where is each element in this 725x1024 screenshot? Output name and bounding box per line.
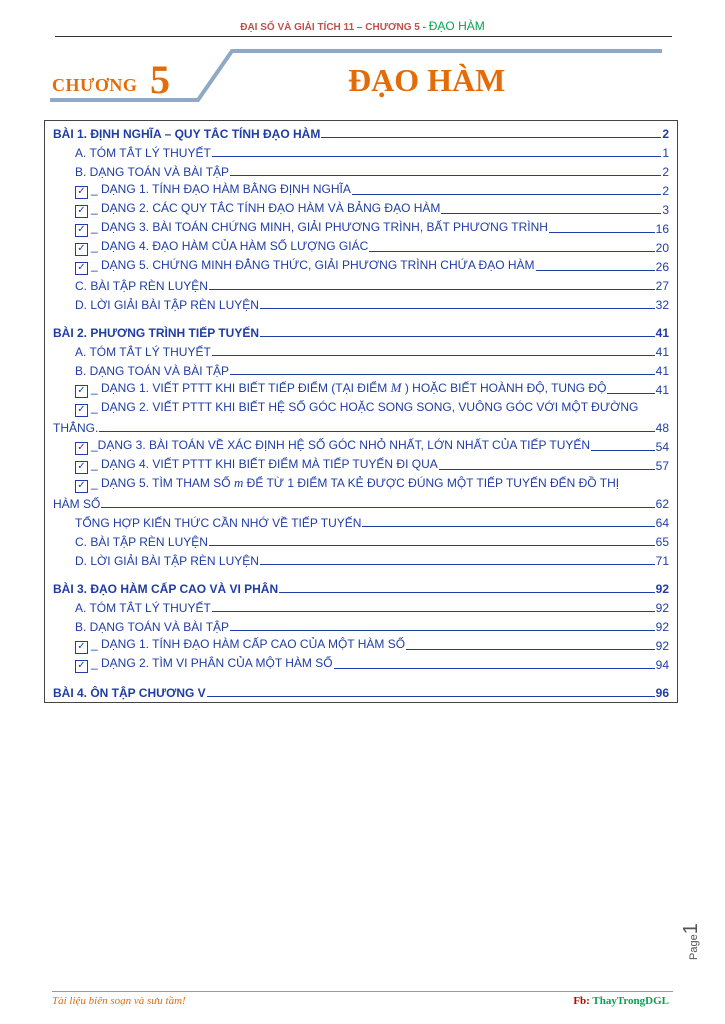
toc-entry-text: _ DẠNG 2. CÁC QUY TẮC TÍNH ĐẠO HÀM VÀ BẢNG ĐẠO HÀM	[91, 201, 441, 215]
toc-entry-text: B. DẠNG TOÁN VÀ BÀI TẬP	[75, 364, 230, 378]
toc-entry[interactable]	[75, 635, 669, 653]
toc-entry-text: _ DẠNG 2. TÌM VI PHÂN CỦA MỘT HÀM SỐ	[91, 656, 333, 670]
toc-page-number: 41	[655, 345, 669, 359]
chapter-label: CHƯƠNG	[52, 75, 138, 95]
toc-entry-label	[53, 686, 206, 700]
toc-page-number: 92	[655, 601, 669, 615]
toc-entry-label	[75, 201, 440, 217]
toc-entry-label	[75, 400, 638, 416]
toc-page-number: 64	[655, 516, 669, 530]
toc-entry-label	[75, 601, 211, 615]
checkbox-icon: ✓	[75, 442, 88, 455]
toc-entry[interactable]	[75, 161, 669, 179]
toc-entry[interactable]	[75, 654, 669, 672]
checkbox-icon: ✓	[75, 660, 88, 673]
math-variable: m	[233, 475, 244, 490]
page-number	[680, 920, 720, 960]
toc-page-number: 71	[655, 554, 669, 568]
toc-entry[interactable]	[75, 275, 669, 293]
dot-leader	[439, 469, 655, 470]
toc-page-number: 54	[655, 440, 669, 454]
toc-entry[interactable]	[75, 512, 669, 530]
toc-page-number: 2	[662, 127, 669, 141]
toc-entry[interactable]	[75, 379, 669, 397]
dot-leader	[334, 668, 655, 669]
toc-entry[interactable]	[75, 398, 669, 416]
toc-page-number: 16	[655, 222, 669, 236]
dot-leader	[406, 649, 655, 650]
toc-entry-text: _ DẠNG 1. VIẾT PTTT KHI BIẾT TIẾP ĐIỂM (TẠI ĐIỂM	[91, 381, 388, 395]
toc-entry-continuation[interactable]	[53, 417, 669, 435]
checkbox-icon: ✓	[75, 186, 88, 199]
toc-page-number: 48	[655, 421, 669, 435]
dot-leader	[212, 156, 662, 157]
toc-entry-label	[75, 258, 535, 274]
toc-entry-label	[75, 364, 229, 378]
toc-entry-text: _ DẠNG 1. TÍNH ĐẠO HÀM BẰNG ĐỊNH NGHĨA	[91, 182, 351, 196]
math-variable: M	[390, 380, 402, 395]
toc-entry-text: BÀI 1. ĐỊNH NGHĨA – QUY TẮC TÍNH ĐẠO HÀM	[53, 127, 321, 141]
toc-entry-text: _ DẠNG 2. VIẾT PTTT KHI BIẾT HỆ SỐ GÓC HOẶC SONG SONG, VUÔNG GÓC VỚI MỘT ĐƯỜNG	[91, 400, 639, 414]
toc-entry[interactable]	[75, 616, 669, 634]
page-number-prefix: Page	[688, 934, 700, 960]
toc-entry-text: TỔNG HỢP KIẾN THỨC CẦN NHỚ VỀ TIẾP TUYẾN	[75, 516, 362, 530]
toc-entry[interactable]	[75, 199, 669, 217]
toc-page-number: 92	[655, 582, 669, 596]
dot-leader	[99, 431, 654, 432]
toc-page-number: 41	[655, 364, 669, 378]
checkbox-icon: ✓	[75, 480, 88, 493]
dot-leader	[441, 213, 661, 214]
toc-entry[interactable]	[75, 218, 669, 236]
toc-entry[interactable]	[75, 360, 669, 378]
checkbox-icon: ✓	[75, 461, 88, 474]
toc-entry-label	[75, 165, 229, 179]
toc-page-number: 41	[655, 383, 669, 397]
checkbox-icon: ✓	[75, 243, 88, 256]
toc-entry-label	[75, 279, 208, 293]
toc-page-number: 3	[662, 203, 669, 217]
dot-leader	[260, 336, 655, 337]
dot-leader	[230, 175, 661, 176]
dot-leader	[536, 270, 655, 271]
toc-entry-label: THẲNG.	[53, 421, 99, 435]
toc-entry-label	[75, 298, 259, 312]
toc-entry-label	[53, 582, 278, 596]
dot-leader	[212, 611, 655, 612]
toc-entry-text: BÀI 3. ĐẠO HÀM CẤP CAO VÀ VI PHÂN	[53, 582, 279, 596]
toc-entry-label	[75, 457, 438, 473]
toc-entry-text: B. DẠNG TOÁN VÀ BÀI TẬP	[75, 165, 230, 179]
header-rule	[55, 36, 672, 37]
toc-entry[interactable]	[75, 455, 669, 473]
toc-entry-label	[75, 637, 405, 653]
toc-entry-label	[75, 554, 259, 568]
toc-entry-label	[75, 220, 548, 236]
toc-entry[interactable]	[75, 180, 669, 198]
toc-entry-text: _ DẠNG 4. VIẾT PTTT KHI BIẾT ĐIỂM MÀ TIẾP TUYẾN ĐI QUA	[91, 457, 438, 471]
toc-entry-label	[75, 380, 606, 397]
toc-entry-text: BÀI 4. ÔN TẬP CHƯƠNG V	[53, 686, 206, 700]
dot-leader	[209, 289, 655, 290]
toc-page-number: 92	[655, 639, 669, 653]
toc-entry[interactable]	[75, 550, 669, 568]
toc-entry-text: A. TÓM TẮT LÝ THUYẾT	[75, 601, 211, 615]
toc-page-number: 20	[655, 241, 669, 255]
chapter-number: 5	[150, 57, 170, 102]
footer-fb-name: ThayTrongDGL	[592, 995, 669, 1007]
chapter-title: ĐẠO HÀM	[348, 62, 506, 98]
checkbox-icon: ✓	[75, 262, 88, 275]
dot-leader	[209, 545, 655, 546]
dot-leader	[607, 393, 654, 394]
toc-entry-text: D. LỜI GIẢI BÀI TẬP RÈN LUYỆN	[75, 554, 259, 568]
table-of-contents	[44, 120, 678, 703]
toc-entry-label	[75, 620, 229, 634]
toc-entry[interactable]	[75, 531, 669, 549]
toc-entry-text: _ DẠNG 3. BÀI TOÁN CHỨNG MINH, GIẢI PHƯƠNG TRÌNH, BẤT PHƯƠNG TRÌNH	[91, 220, 548, 234]
toc-entry[interactable]	[75, 597, 669, 615]
toc-page-number: 27	[655, 279, 669, 293]
toc-entry-text: B. DẠNG TOÁN VÀ BÀI TẬP	[75, 620, 230, 634]
toc-entry-text: D. LỜI GIẢI BÀI TẬP RÈN LUYỆN	[75, 298, 259, 312]
toc-entry-label	[75, 146, 211, 160]
checkbox-icon: ✓	[75, 404, 88, 417]
toc-entry-label	[53, 326, 259, 340]
dot-leader	[230, 630, 655, 631]
footer-credit: Tài liệu biên soạn và sưu tầm!	[52, 995, 186, 1007]
toc-entry[interactable]	[75, 436, 669, 454]
dot-leader	[362, 526, 654, 527]
checkbox-icon: ✓	[75, 205, 88, 218]
toc-entry-text-after: ĐỂ TỪ 1 ĐIỂM TA KẺ ĐƯỢC ĐÚNG MỘT TIẾP TUYẾN ĐẾN ĐỒ THỊ	[246, 476, 620, 490]
toc-entry-label	[53, 127, 320, 141]
toc-page-number: 41	[655, 326, 669, 340]
dot-leader	[549, 232, 655, 233]
toc-page-number: 62	[655, 497, 669, 511]
dot-leader	[321, 137, 661, 138]
header-text: ĐẠI SỐ VÀ GIẢI TÍCH 11 – CHƯƠNG 5 -	[240, 22, 429, 33]
toc-page-number: 92	[655, 620, 669, 634]
toc-entry[interactable]	[75, 341, 669, 359]
toc-entry-text: BÀI 2. PHƯƠNG TRÌNH TIẾP TUYẾN	[53, 326, 259, 340]
dot-leader	[207, 696, 655, 697]
toc-entry-text: _ DẠNG 5. CHỨNG MINH ĐẲNG THỨC, GIẢI PHƯƠNG TRÌNH CHỨA ĐẠO HÀM	[91, 258, 535, 272]
toc-entry-lesson[interactable]	[53, 682, 669, 700]
dot-leader	[260, 564, 655, 565]
toc-page-number: 96	[655, 686, 669, 700]
toc-entry-lesson[interactable]	[53, 578, 669, 596]
footer-rule	[52, 991, 673, 992]
header-accent: ĐẠO HÀM	[428, 19, 485, 33]
toc-entry-label	[75, 182, 351, 198]
toc-entry-label	[75, 475, 619, 492]
toc-page-number: 57	[655, 459, 669, 473]
running-header	[0, 19, 725, 33]
dot-leader	[101, 507, 654, 508]
toc-entry-label	[75, 345, 211, 359]
dot-leader	[230, 374, 655, 375]
dot-leader	[212, 355, 655, 356]
toc-entry-label	[75, 438, 590, 454]
toc-entry-text: A. TÓM TẮT LÝ THUYẾT	[75, 345, 211, 359]
dot-leader	[369, 251, 654, 252]
toc-entry[interactable]	[75, 474, 669, 492]
footer-facebook	[573, 995, 669, 1007]
dot-leader	[260, 308, 655, 309]
toc-entry[interactable]	[75, 237, 669, 255]
toc-entry-text: _ DẠNG 4. ĐẠO HÀM CỦA HÀM SỐ LƯỢNG GIÁC	[91, 239, 369, 253]
toc-entry[interactable]	[75, 142, 669, 160]
toc-page-number: 2	[662, 184, 669, 198]
toc-entry-label	[75, 535, 208, 549]
footer-fb-prefix: Fb:	[573, 995, 593, 1007]
toc-page-number: 32	[655, 298, 669, 312]
toc-page-number: 65	[655, 535, 669, 549]
toc-page-number: 1	[662, 146, 669, 160]
toc-entry-label	[75, 516, 361, 530]
dot-leader	[591, 450, 655, 451]
toc-page-number: 26	[655, 260, 669, 274]
toc-entry-text: _ DẠNG 5. TÌM THAM SỐ	[91, 476, 231, 490]
toc-entry-text-after: ) HOẶC BIẾT HOÀNH ĐỘ, TUNG ĐỘ	[404, 381, 607, 395]
dot-leader	[279, 592, 655, 593]
toc-entry-continuation[interactable]	[53, 493, 669, 511]
toc-entry-lesson[interactable]	[53, 322, 669, 340]
toc-entry-text: C. BÀI TẬP RÈN LUYỆN	[75, 279, 208, 293]
checkbox-icon: ✓	[75, 385, 88, 398]
dot-leader	[352, 194, 661, 195]
toc-entry-label	[75, 239, 368, 255]
toc-entry-label: HÀM SỐ	[53, 497, 101, 511]
checkbox-icon: ✓	[75, 641, 88, 654]
page-number-value: 1	[680, 923, 702, 935]
toc-entry-text: A. TÓM TẮT LÝ THUYẾT	[75, 146, 211, 160]
toc-entry-text: _DẠNG 3. BÀI TOÁN VỀ XÁC ĐỊNH HỆ SỐ GÓC NHỎ NHẤT, LỚN NHẤT CỦA TIẾP TUYẾN	[91, 438, 591, 452]
toc-entry-text: _ DẠNG 1. TÍNH ĐẠO HÀM CẤP CAO CỦA MỘT HÀM SỐ	[91, 637, 406, 651]
checkbox-icon: ✓	[75, 224, 88, 237]
toc-entry[interactable]	[75, 294, 669, 312]
toc-page-number: 94	[655, 658, 669, 672]
toc-entry-lesson[interactable]	[53, 123, 669, 141]
toc-entry-text: C. BÀI TẬP RÈN LUYỆN	[75, 535, 208, 549]
toc-entry-label	[75, 656, 333, 672]
toc-entry[interactable]	[75, 256, 669, 274]
toc-page-number: 2	[662, 165, 669, 179]
